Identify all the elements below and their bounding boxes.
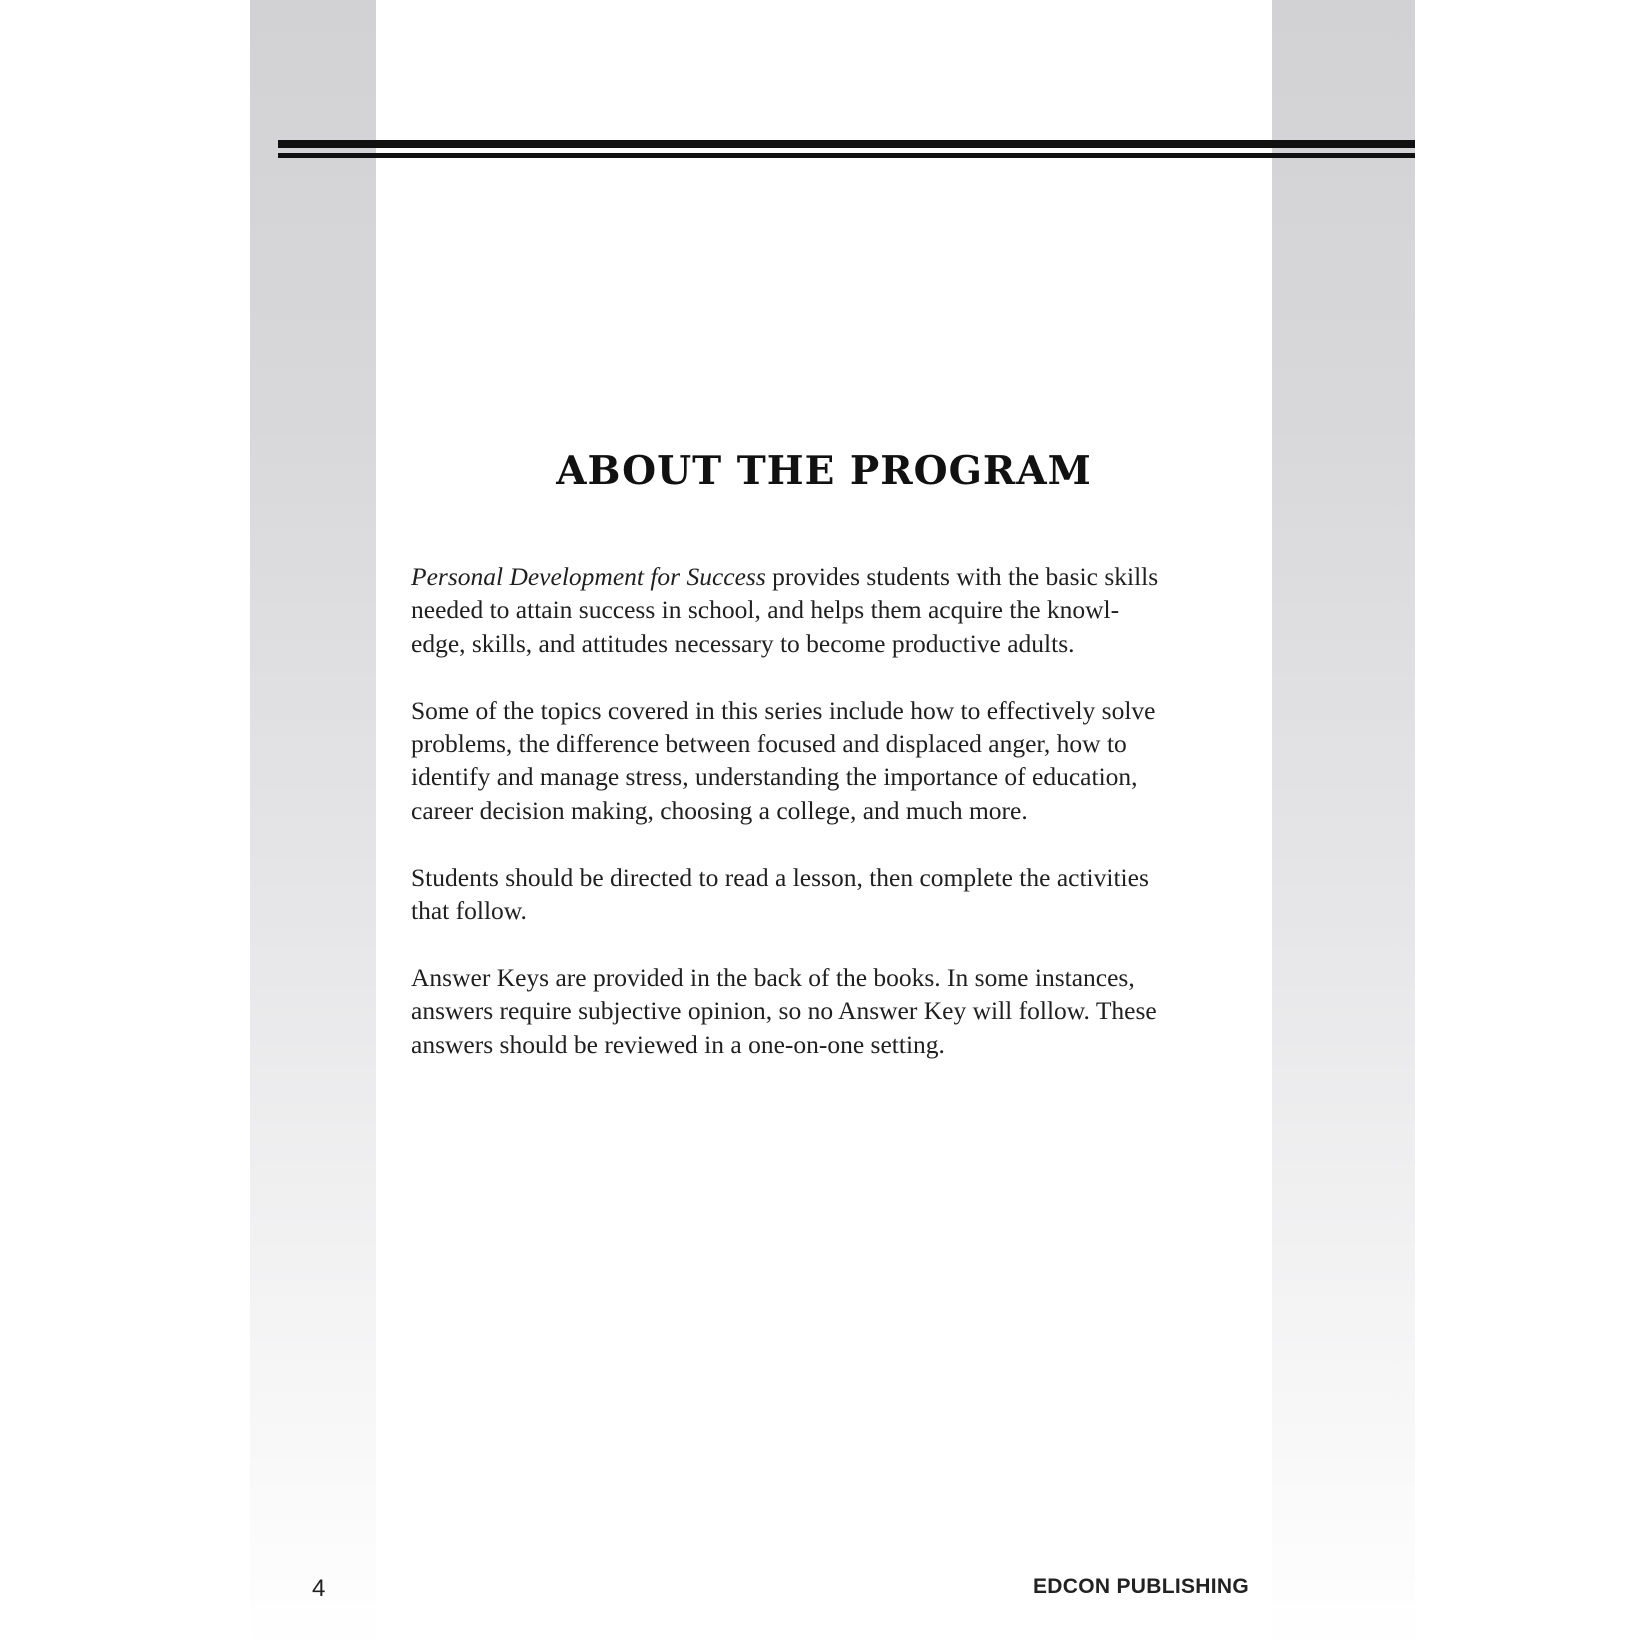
paragraph-answer-keys — [411, 961, 1241, 1061]
text-line: career decision making, choosing a college, and much more. — [411, 795, 1028, 825]
header-rule-thick — [278, 140, 1415, 148]
text-line: identify and manage stress, understanding the importance of education, — [411, 762, 1138, 792]
text-line: that follow. — [411, 896, 527, 926]
paragraph-intro — [411, 560, 1241, 660]
publisher-name: EDCON PUBLISHING — [1033, 1575, 1249, 1598]
body-text — [411, 560, 1241, 1094]
text-line: Answer Keys are provided in the back of the books. In some instances, — [411, 962, 1135, 992]
book-title: Personal Development for Success — [411, 562, 766, 591]
right-gray-band — [1272, 0, 1415, 1652]
text-line: needed to attain success in school, and helps them acquire the knowl- — [411, 595, 1120, 625]
paragraph-directions — [411, 861, 1241, 928]
page-number: 4 — [312, 1575, 326, 1602]
text-line: edge, skills, and attitudes necessary to become productive adults. — [411, 628, 1075, 658]
text-line: Students should be directed to read a lesson, then complete the activities — [411, 862, 1149, 892]
text-line: Some of the topics covered in this series include how to effectively solve — [411, 695, 1156, 725]
paragraph-topics — [411, 694, 1241, 828]
text-line: problems, the difference between focused and displaced anger, how to — [411, 729, 1127, 759]
left-gray-band — [250, 0, 376, 1652]
text-run: provides students with the basic skills — [765, 562, 1159, 591]
text-line: answers require subjective opinion, so no Answer Key will follow. These — [411, 996, 1157, 1026]
text-line — [411, 560, 1241, 593]
page-title: ABOUT THE PROGRAM — [556, 448, 1092, 494]
header-rule-thin — [278, 153, 1415, 158]
text-line: answers should be reviewed in a one-on-one setting. — [411, 1029, 945, 1059]
